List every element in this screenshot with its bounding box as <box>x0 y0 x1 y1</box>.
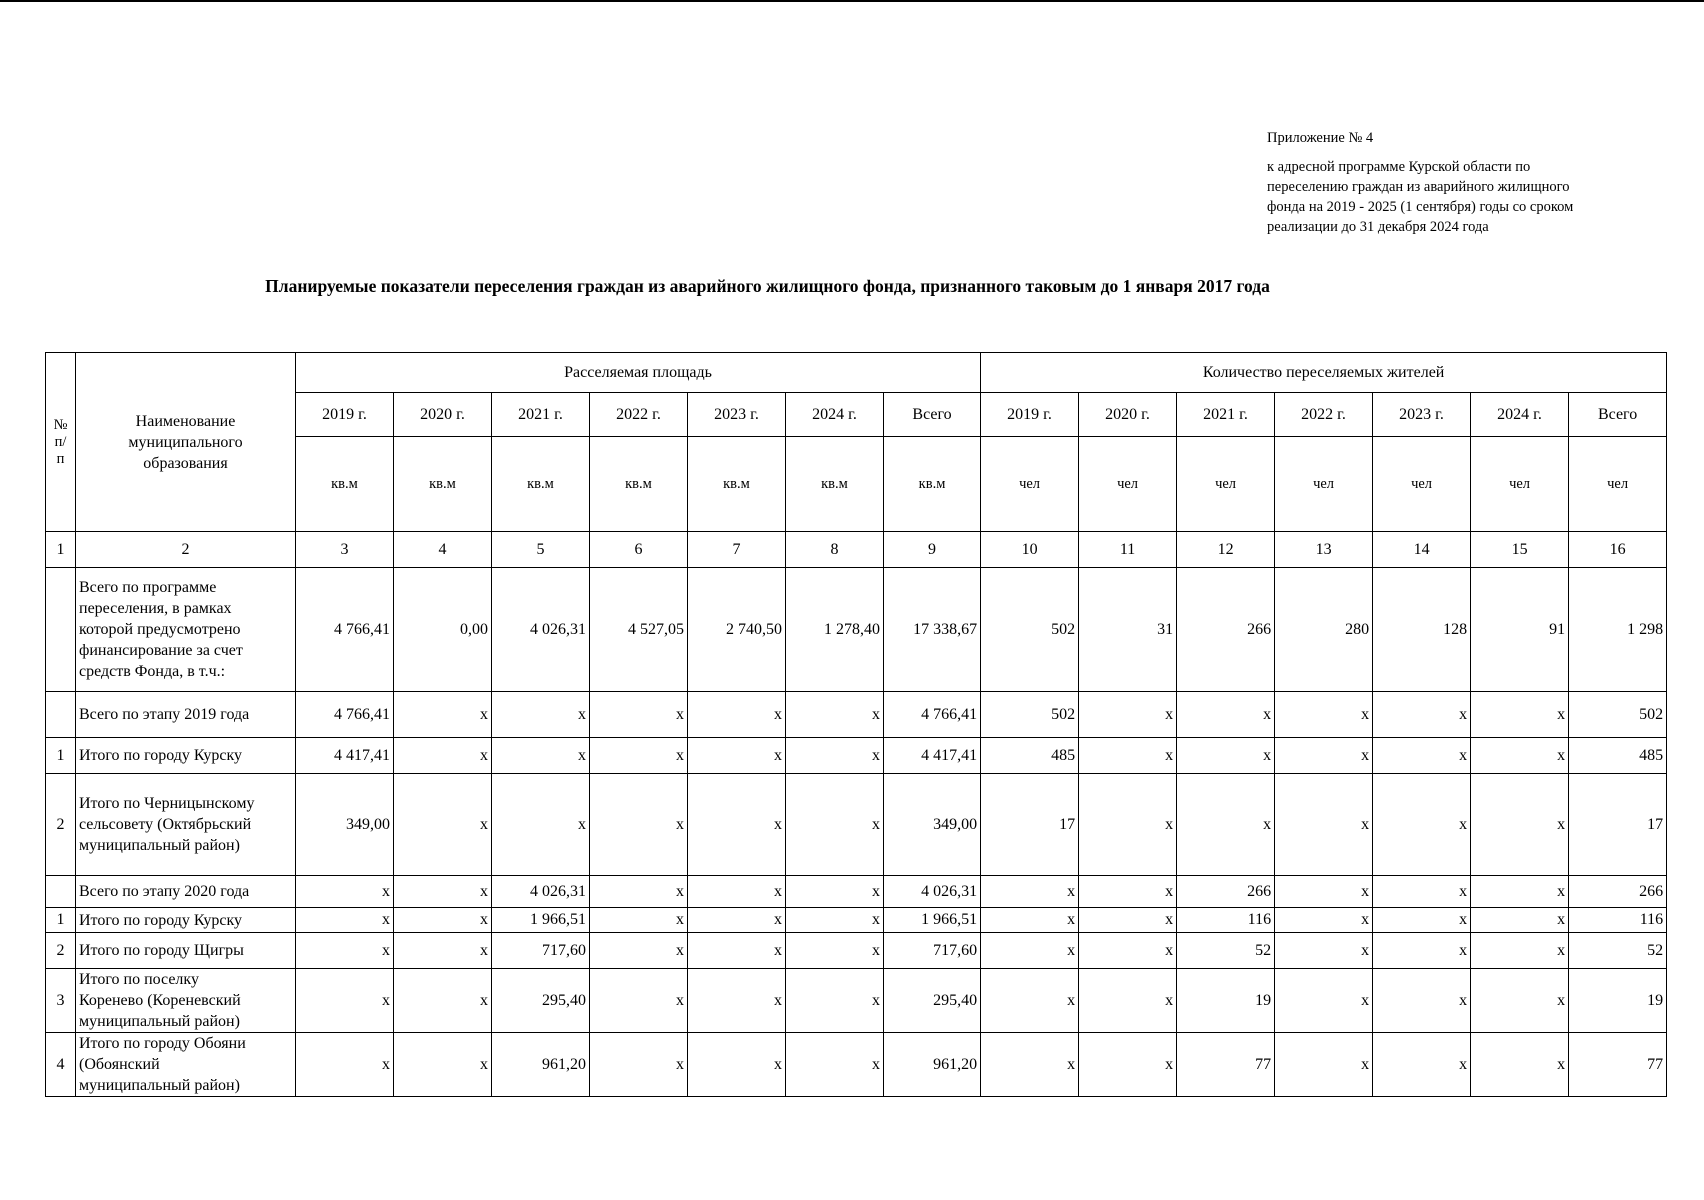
people-value-cell: 266 <box>1569 876 1667 908</box>
people-value-cell: x <box>1373 933 1471 969</box>
people-value-cell: x <box>1079 908 1177 933</box>
header-unit-area: кв.м <box>884 437 981 532</box>
row-municipality-name <box>76 1033 296 1097</box>
header-area-year: 2019 г. <box>296 393 394 437</box>
area-value-cell: x <box>394 969 492 1033</box>
table-row <box>46 1033 1667 1097</box>
row-number: 3 <box>46 969 76 1033</box>
area-value-cell: x <box>394 876 492 908</box>
row-number: 2 <box>46 933 76 969</box>
people-value-cell: 19 <box>1569 969 1667 1033</box>
column-number: 10 <box>981 532 1079 568</box>
header-area-year: 2022 г. <box>590 393 688 437</box>
area-value-cell: x <box>394 933 492 969</box>
people-value-cell: x <box>1373 908 1471 933</box>
column-number: 4 <box>394 532 492 568</box>
area-value-cell: 4 417,41 <box>296 738 394 774</box>
people-value-cell: x <box>1471 908 1569 933</box>
area-value-cell: x <box>786 1033 884 1097</box>
area-value-cell: x <box>590 876 688 908</box>
people-value-cell: 52 <box>1569 933 1667 969</box>
column-number: 8 <box>786 532 884 568</box>
page-top-border <box>0 0 1704 2</box>
header-municipality-name <box>76 353 296 532</box>
people-value-cell: x <box>1373 1033 1471 1097</box>
people-value-cell: 128 <box>1373 568 1471 692</box>
people-value-cell: 266 <box>1177 568 1275 692</box>
people-value-cell: x <box>1471 692 1569 738</box>
area-value-cell: x <box>786 738 884 774</box>
people-value-cell: x <box>1275 738 1373 774</box>
people-value-cell: x <box>1079 933 1177 969</box>
area-value-cell: x <box>590 738 688 774</box>
row-number <box>46 568 76 692</box>
header-name-line: муниципального <box>128 433 243 451</box>
people-value-cell: x <box>1275 969 1373 1033</box>
people-value-cell: x <box>1275 876 1373 908</box>
area-value-cell: 349,00 <box>296 774 394 876</box>
area-value-cell: 717,60 <box>884 933 981 969</box>
column-number: 3 <box>296 532 394 568</box>
column-number: 14 <box>1373 532 1471 568</box>
area-value-cell: 0,00 <box>394 568 492 692</box>
header-group-area: Расселяемая площадь <box>296 353 981 393</box>
area-value-cell: x <box>590 908 688 933</box>
area-value-cell: x <box>786 876 884 908</box>
column-number: 16 <box>1569 532 1667 568</box>
people-value-cell: x <box>1373 692 1471 738</box>
header-row-number-line: п <box>56 450 65 467</box>
row-name-line: (Обоянский <box>79 1056 160 1073</box>
table-row <box>46 738 1667 774</box>
people-value-cell: x <box>1275 692 1373 738</box>
area-value-cell: 349,00 <box>884 774 981 876</box>
row-name-line: муниципальный район) <box>79 1013 240 1030</box>
area-value-cell: x <box>688 1033 786 1097</box>
column-number: 12 <box>1177 532 1275 568</box>
header-unit-area: кв.м <box>590 437 688 532</box>
header-row-number-line: п/ <box>54 433 67 450</box>
people-value-cell: x <box>1471 774 1569 876</box>
area-value-cell: x <box>688 738 786 774</box>
header-unit-people: чел <box>981 437 1079 532</box>
area-value-cell: x <box>296 908 394 933</box>
people-value-cell: 116 <box>1569 908 1667 933</box>
people-value-cell: x <box>1373 738 1471 774</box>
area-value-cell: x <box>394 692 492 738</box>
people-value-cell: 91 <box>1471 568 1569 692</box>
table-row <box>46 876 1667 908</box>
row-name-line: Кореневo (Кореневский <box>79 992 241 1009</box>
people-value-cell: x <box>1079 774 1177 876</box>
people-value-cell: 280 <box>1275 568 1373 692</box>
column-number: 11 <box>1079 532 1177 568</box>
row-name-line: Всего по программе <box>79 579 217 596</box>
table-row <box>46 568 1667 692</box>
people-value-cell: x <box>1079 1033 1177 1097</box>
area-value-cell: x <box>394 738 492 774</box>
row-number: 1 <box>46 738 76 774</box>
header-people-year: 2021 г. <box>1177 393 1275 437</box>
appendix-title: Приложение № 4 <box>1267 130 1374 146</box>
area-value-cell: x <box>688 774 786 876</box>
header-unit-people: чел <box>1177 437 1275 532</box>
area-value-cell: x <box>688 908 786 933</box>
people-value-cell: 266 <box>1177 876 1275 908</box>
people-value-cell: 502 <box>1569 692 1667 738</box>
column-number: 9 <box>884 532 981 568</box>
people-value-cell: x <box>981 933 1079 969</box>
row-municipality-name <box>76 969 296 1033</box>
people-value-cell: x <box>1079 876 1177 908</box>
people-value-cell: x <box>1079 692 1177 738</box>
appendix-line: фонда на 2019 - 2025 (1 сентября) годы со сроком <box>1267 199 1574 215</box>
people-value-cell: 502 <box>981 568 1079 692</box>
row-name-line: Итого по городу Щигры <box>79 942 244 959</box>
people-value-cell: x <box>1079 738 1177 774</box>
area-value-cell: x <box>492 774 590 876</box>
header-unit-area: кв.м <box>394 437 492 532</box>
people-value-cell: 19 <box>1177 969 1275 1033</box>
row-name-line: средств Фонда, в т.ч.: <box>79 663 226 680</box>
area-value-cell: x <box>296 876 394 908</box>
row-municipality-name <box>76 774 296 876</box>
people-value-cell: x <box>1275 774 1373 876</box>
area-value-cell: x <box>590 969 688 1033</box>
row-municipality-name <box>76 568 296 692</box>
area-value-cell: 1 966,51 <box>492 908 590 933</box>
row-municipality-name <box>76 908 296 933</box>
header-area-year: 2020 г. <box>394 393 492 437</box>
area-value-cell: x <box>786 774 884 876</box>
row-name-line: переселения, в рамках <box>79 600 232 617</box>
people-value-cell: x <box>1275 1033 1373 1097</box>
column-number: 5 <box>492 532 590 568</box>
people-value-cell: x <box>1471 738 1569 774</box>
column-number: 7 <box>688 532 786 568</box>
table-row <box>46 969 1667 1033</box>
area-value-cell: x <box>786 908 884 933</box>
header-name-line: образования <box>143 454 228 472</box>
header-people-year: Всего <box>1569 393 1667 437</box>
area-value-cell: x <box>590 933 688 969</box>
area-value-cell: x <box>394 908 492 933</box>
row-municipality-name <box>76 876 296 908</box>
area-value-cell: x <box>688 876 786 908</box>
row-number <box>46 692 76 738</box>
header-unit-people: чел <box>1569 437 1667 532</box>
header-row-number-line: № <box>53 416 68 433</box>
header-area-year: 2021 г. <box>492 393 590 437</box>
column-number: 1 <box>46 532 76 568</box>
people-value-cell: 116 <box>1177 908 1275 933</box>
people-value-cell: x <box>981 876 1079 908</box>
area-value-cell: x <box>394 1033 492 1097</box>
header-people-year: 2020 г. <box>1079 393 1177 437</box>
row-name-line: Итого по городу Курску <box>79 911 243 929</box>
people-value-cell: 485 <box>1569 738 1667 774</box>
row-number <box>46 876 76 908</box>
people-value-cell: x <box>1471 933 1569 969</box>
column-number: 2 <box>76 532 296 568</box>
area-value-cell: x <box>688 933 786 969</box>
column-number: 13 <box>1275 532 1373 568</box>
area-value-cell: x <box>296 933 394 969</box>
people-value-cell: 31 <box>1079 568 1177 692</box>
area-value-cell: 4 766,41 <box>296 568 394 692</box>
row-name-line: финансирование за счет <box>79 642 243 659</box>
people-value-cell: x <box>1471 969 1569 1033</box>
area-value-cell: x <box>590 1033 688 1097</box>
area-value-cell: x <box>296 969 394 1033</box>
row-number: 2 <box>46 774 76 876</box>
people-value-cell: 485 <box>981 738 1079 774</box>
row-name-line: муниципальный район) <box>79 1077 240 1094</box>
appendix-line: переселению граждан из аварийного жилищного <box>1267 179 1570 195</box>
area-value-cell: 295,40 <box>884 969 981 1033</box>
row-municipality-name <box>76 692 296 738</box>
appendix-line: реализации до 31 декабря 2024 года <box>1267 219 1489 235</box>
area-value-cell: 4 766,41 <box>884 692 981 738</box>
people-value-cell: x <box>1373 876 1471 908</box>
area-value-cell: 961,20 <box>884 1033 981 1097</box>
area-value-cell: x <box>394 774 492 876</box>
row-number: 1 <box>46 908 76 933</box>
area-value-cell: x <box>590 692 688 738</box>
area-value-cell: 17 338,67 <box>884 568 981 692</box>
people-value-cell: 17 <box>1569 774 1667 876</box>
people-value-cell: x <box>1275 908 1373 933</box>
header-group-people: Количество переселяемых жителей <box>981 353 1667 393</box>
table-row <box>46 774 1667 876</box>
header-unit-area: кв.м <box>786 437 884 532</box>
area-value-cell: 4 026,31 <box>884 876 981 908</box>
people-value-cell: x <box>1373 774 1471 876</box>
header-people-year: 2024 г. <box>1471 393 1569 437</box>
row-number: 4 <box>46 1033 76 1097</box>
header-area-year: 2024 г. <box>786 393 884 437</box>
area-value-cell: 4 527,05 <box>590 568 688 692</box>
row-name-line: которой предусмотрено <box>79 621 241 638</box>
people-value-cell: x <box>1177 774 1275 876</box>
row-name-line: Итого по поселку <box>79 971 199 988</box>
area-value-cell: 295,40 <box>492 969 590 1033</box>
row-municipality-name <box>76 738 296 774</box>
header-unit-people: чел <box>1275 437 1373 532</box>
header-unit-area: кв.м <box>492 437 590 532</box>
people-value-cell: x <box>981 969 1079 1033</box>
header-people-year: 2023 г. <box>1373 393 1471 437</box>
people-value-cell: 1 298 <box>1569 568 1667 692</box>
appendix-line: к адресной программе Курской области по <box>1267 159 1531 175</box>
area-value-cell: x <box>296 1033 394 1097</box>
header-name-line: Наименование <box>135 412 236 430</box>
column-number: 15 <box>1471 532 1569 568</box>
area-value-cell: x <box>786 933 884 969</box>
people-value-cell: 502 <box>981 692 1079 738</box>
area-value-cell: x <box>786 969 884 1033</box>
area-value-cell: x <box>492 738 590 774</box>
row-name-line: Итого по городу Курску <box>79 747 243 764</box>
table-row <box>46 933 1667 969</box>
row-name-line: Итого по городу Обояни <box>79 1035 246 1052</box>
header-unit-people: чел <box>1471 437 1569 532</box>
area-value-cell: x <box>688 692 786 738</box>
column-number: 6 <box>590 532 688 568</box>
people-value-cell: x <box>1373 969 1471 1033</box>
people-value-cell: x <box>981 1033 1079 1097</box>
people-value-cell: 52 <box>1177 933 1275 969</box>
row-name-line: Всего по этапу 2019 года <box>79 706 250 723</box>
document-title: Планируемые показатели переселения граждан из аварийного жилищного фонда, признанного таковым до 1 января 2017 года <box>265 276 1270 296</box>
area-value-cell: 4 026,31 <box>492 876 590 908</box>
people-value-cell: x <box>981 908 1079 933</box>
people-value-cell: x <box>1471 1033 1569 1097</box>
people-value-cell: x <box>1079 969 1177 1033</box>
table-row <box>46 692 1667 738</box>
header-area-year: Всего <box>884 393 981 437</box>
row-name-line: Всего по этапу 2020 года <box>79 883 250 900</box>
header-unit-area: кв.м <box>688 437 786 532</box>
header-unit-people: чел <box>1079 437 1177 532</box>
area-value-cell: 961,20 <box>492 1033 590 1097</box>
area-value-cell: 1 278,40 <box>786 568 884 692</box>
area-value-cell: 4 766,41 <box>296 692 394 738</box>
area-value-cell: x <box>688 969 786 1033</box>
header-unit-people: чел <box>1373 437 1471 532</box>
people-value-cell: x <box>1177 738 1275 774</box>
people-value-cell: x <box>1275 933 1373 969</box>
row-name-line: Итого по Черницынскому <box>79 795 255 812</box>
area-value-cell: x <box>492 692 590 738</box>
area-value-cell: x <box>786 692 884 738</box>
resettlement-table <box>45 352 1667 1097</box>
row-municipality-name <box>76 933 296 969</box>
people-value-cell: x <box>1471 876 1569 908</box>
people-value-cell: x <box>1177 692 1275 738</box>
table-row <box>46 908 1667 933</box>
area-value-cell: 2 740,50 <box>688 568 786 692</box>
people-value-cell: 77 <box>1177 1033 1275 1097</box>
area-value-cell: 1 966,51 <box>884 908 981 933</box>
row-name-line: муниципальный район) <box>79 837 240 854</box>
area-value-cell: x <box>590 774 688 876</box>
people-value-cell: 17 <box>981 774 1079 876</box>
header-people-year: 2022 г. <box>1275 393 1373 437</box>
row-name-line: сельсовету (Октябрьский <box>79 816 252 833</box>
area-value-cell: 717,60 <box>492 933 590 969</box>
area-value-cell: 4 026,31 <box>492 568 590 692</box>
header-people-year: 2019 г. <box>981 393 1079 437</box>
header-unit-area: кв.м <box>296 437 394 532</box>
header-row-number <box>46 353 76 532</box>
header-area-year: 2023 г. <box>688 393 786 437</box>
area-value-cell: 4 417,41 <box>884 738 981 774</box>
people-value-cell: 77 <box>1569 1033 1667 1097</box>
appendix-note <box>1267 128 1657 237</box>
